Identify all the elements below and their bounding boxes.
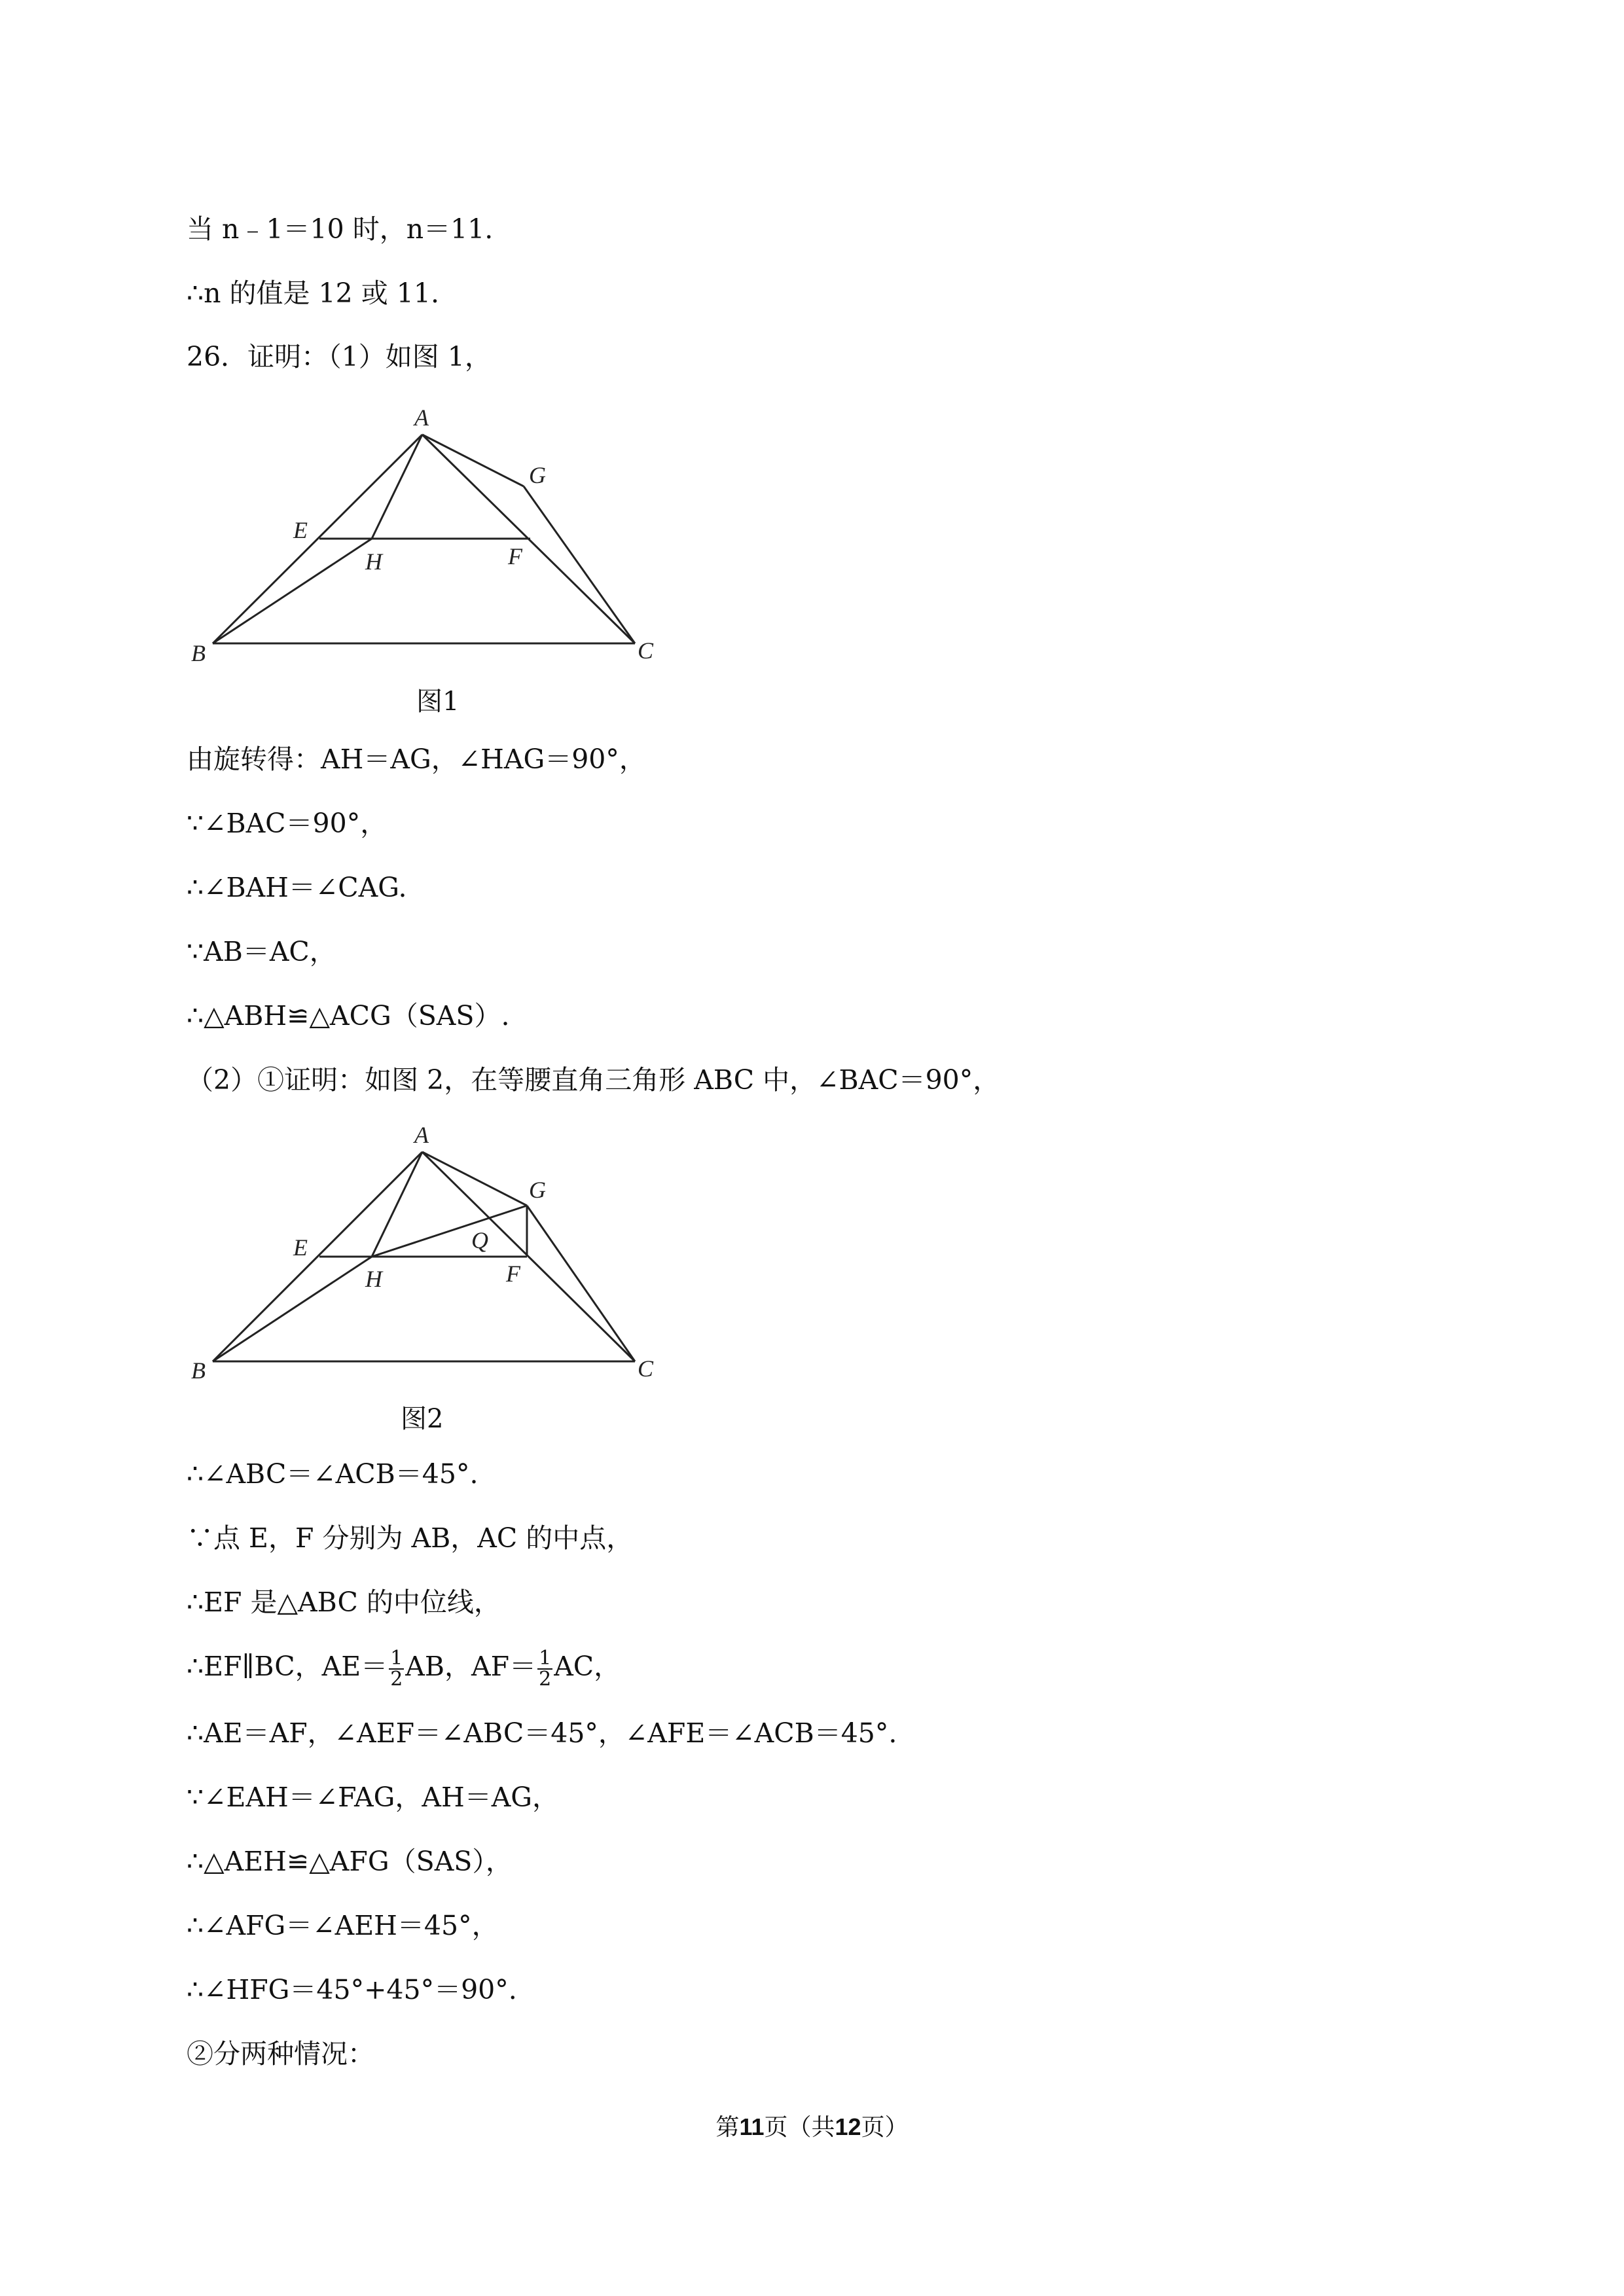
fig2-label-G: G — [529, 1177, 546, 1203]
line-13 — [187, 1647, 621, 1689]
fig1-label-B: B — [191, 640, 206, 666]
line-12: ∴EF 是△ABC 的中位线， — [187, 1587, 501, 1618]
line-9: （2）①证明：如图 2，在等腰直角三角形 ABC 中，∠BAC＝90°， — [187, 1064, 1000, 1096]
line-14: ∴AE＝AF，∠AEF＝∠ABC＝45°，∠AFE＝∠ACB＝45°. — [187, 1717, 897, 1749]
fraction-half-2 — [537, 1646, 552, 1691]
line-2: ∴n 的值是 12 或 11. — [187, 278, 439, 309]
line-18: ∴∠HFG＝45°+45°＝90°. — [187, 1974, 517, 2005]
fig2-label-H: H — [365, 1266, 382, 1292]
line-19: ②分两种情况： — [187, 2038, 374, 2070]
figure-2 — [0, 0, 720, 1440]
figure-1-caption: 图1 — [416, 687, 460, 717]
footer-mid: 页（共 — [764, 2114, 835, 2141]
footer-total-pages: 12 — [835, 2113, 861, 2140]
line-10: ∴∠ABC＝∠ACB＝45°. — [187, 1458, 478, 1490]
fig2-seg-BH — [213, 1257, 372, 1361]
figure-2-caption: 图2 — [401, 1404, 444, 1434]
line-15: ∵∠EAH＝∠FAG，AH＝AG， — [187, 1782, 560, 1813]
fig2-label-C: C — [638, 1355, 654, 1382]
footer-suffix: 页） — [861, 2114, 909, 2141]
fraction-half-1 — [389, 1646, 404, 1691]
fig2-seg-GC — [527, 1206, 635, 1361]
fig2-label-Q: Q — [471, 1227, 488, 1253]
line-5: ∵∠BAC＝90°， — [187, 808, 388, 839]
fig2-seg-AG — [422, 1152, 527, 1206]
fig1-label-A: A — [414, 404, 429, 431]
line-4: 由旋转得：AH＝AG，∠HAG＝90°， — [187, 744, 646, 775]
line-13-part-c: AC， — [554, 1651, 621, 1682]
line-16: ∴△AEH≌△AFG（SAS）， — [187, 1846, 513, 1877]
line-13-part-b: AB，AF＝ — [405, 1651, 537, 1682]
fig2-seg-AH — [372, 1152, 422, 1257]
fig1-label-G: G — [529, 462, 546, 488]
line-8: ∴△ABH≌△ACG（SAS）. — [187, 1000, 510, 1031]
fraction-denominator: 2 — [390, 1667, 403, 1691]
fraction-numerator: 1 — [539, 1646, 552, 1670]
fraction-numerator: 1 — [390, 1646, 403, 1670]
line-13-part-a: ∴EF∥BC，AE＝ — [187, 1651, 388, 1682]
fraction-denominator: 2 — [539, 1667, 552, 1691]
page-footer — [0, 2109, 1624, 2142]
line-3: 26．证明：（1）如图 1， — [187, 341, 492, 372]
fig2-label-F: F — [506, 1261, 520, 1287]
line-1: 当 n﹣1＝10 时，n＝11. — [187, 213, 494, 245]
fig2-label-A: A — [414, 1122, 429, 1148]
footer-prefix: 第 — [715, 2114, 740, 2141]
fig1-label-F: F — [508, 543, 522, 569]
fig2-label-E: E — [293, 1234, 308, 1261]
footer-page-number: 11 — [739, 2113, 765, 2140]
line-6: ∴∠BAH＝∠CAG. — [187, 872, 407, 903]
fig1-label-H: H — [365, 548, 382, 575]
fig1-label-E: E — [293, 517, 308, 543]
fig2-label-B: B — [191, 1357, 206, 1384]
line-11: ∵点 E，F 分别为 AB，AC 的中点， — [187, 1522, 634, 1554]
line-7: ∵AB＝AC， — [187, 936, 336, 967]
fig1-label-C: C — [638, 637, 654, 664]
line-17: ∴∠AFG＝∠AEH＝45°， — [187, 1910, 499, 1941]
